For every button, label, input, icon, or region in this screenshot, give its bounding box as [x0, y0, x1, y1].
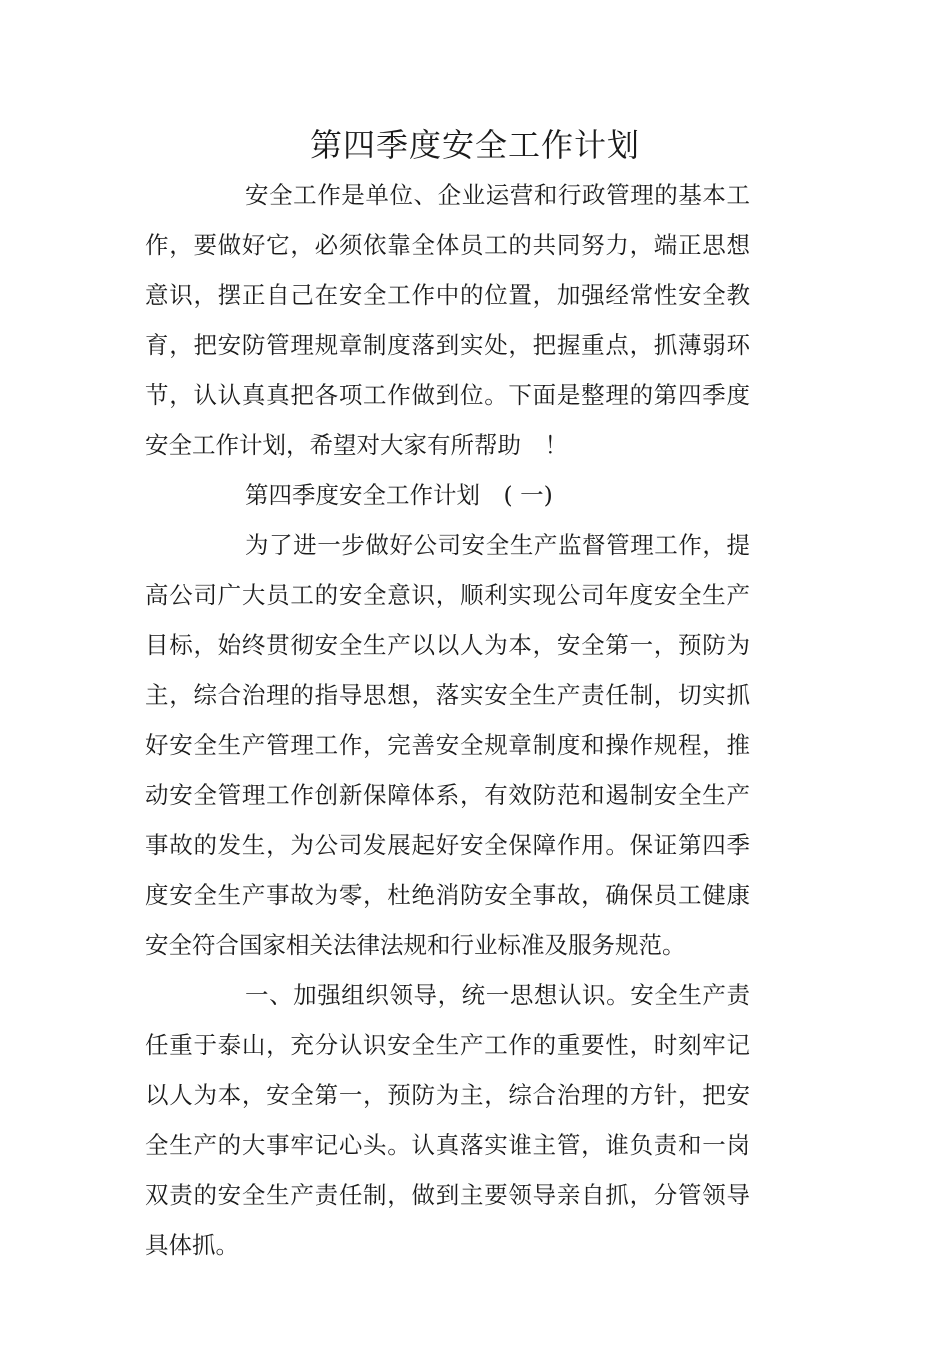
page-title: 第四季度安全工作计划	[309, 126, 640, 164]
intro-paragraph: 安全工作是单位、企业运营和行政管理的基本工作，要做好它，必须依靠全体员工的共同努力，端正思想意识，摆正自己在安全工作中的位置，加强经常性安全教育，把安防管理规章制度落到实处，把握重点，抓薄弱环节，认认真真把各项工作做到位。下面是整理的第四季度安全工作计划，希望对大家有所帮助 ！	[145, 181, 750, 459]
body-paragraph-1: 为了进一步做好公司安全生产监督管理工作，提高公司广大员工的安全意识，顺利实现公司年度安全生产目标，始终贯彻安全生产以以人为本，安全第一，预防为主，综合治理的指导思想，落实安全生产责任制，切实抓好安全生产管理工作，完善安全规章制度和操作规程，推动安全管理工作创新保障体系，有效防范和遏制安全生产事故的发生，为公司发展起好安全保障作用。保证第四季度安全生产事故为零，杜绝消防安全事故，确保员工健康安全符合国家相关法律法规和行业标准及服务规范。	[145, 531, 750, 959]
body-paragraph-2: 一、加强组织领导，统一思想认识。安全生产责任重于泰山，充分认识安全生产工作的重要性，时刻牢记以人为本，安全第一，预防为主，综合治理的方针，把安全生产的大事牢记心头。认真落实谁主管，谁负责和一岗双责的安全生产责任制，做到主要领导亲自抓，分管领导具体抓。	[145, 981, 750, 1259]
document-body	[145, 170, 750, 1270]
section-heading: 第四季度安全工作计划 ( 一)	[245, 481, 553, 509]
